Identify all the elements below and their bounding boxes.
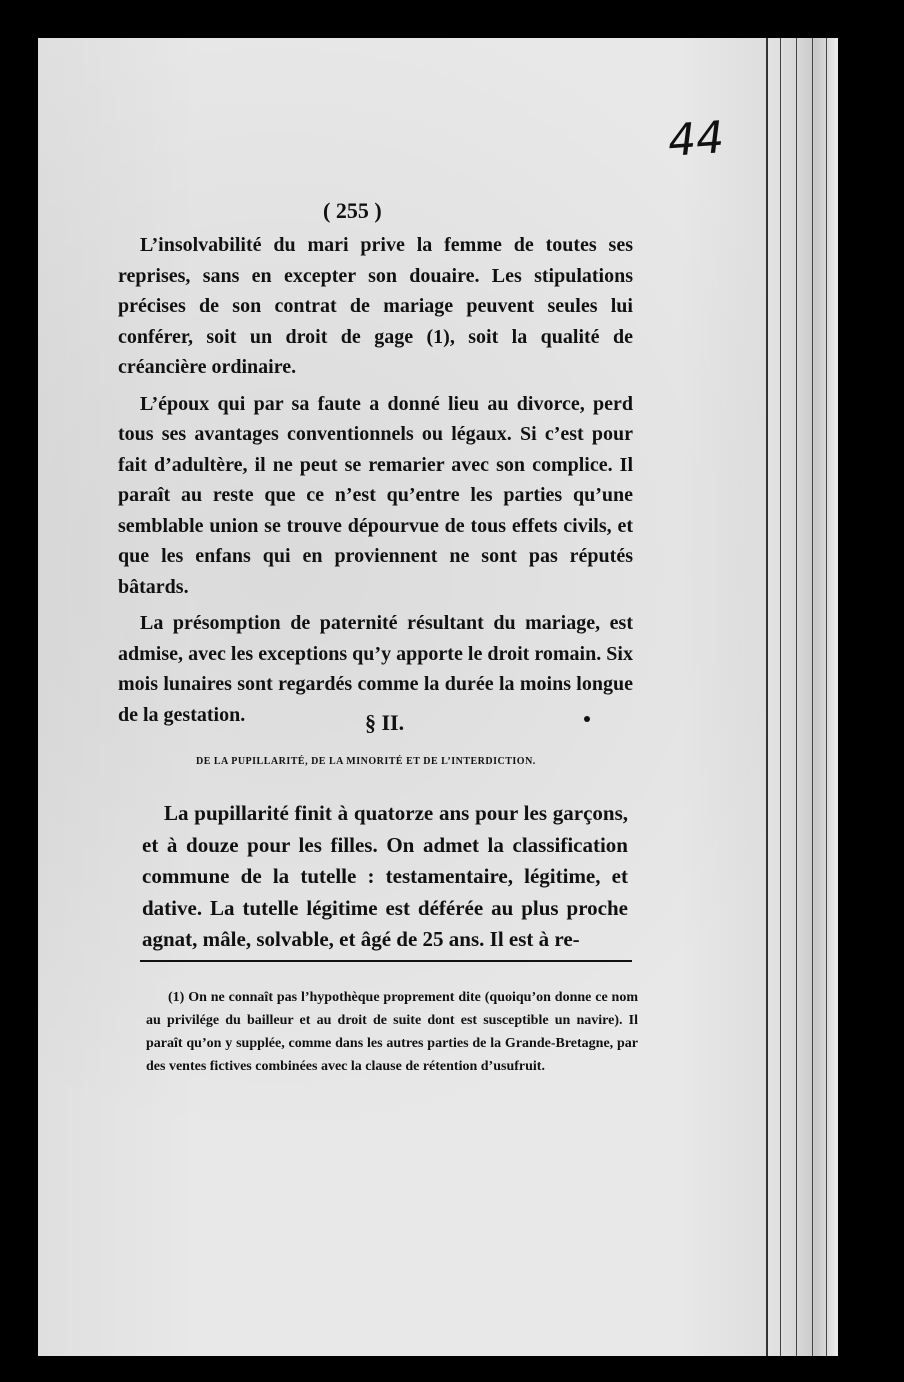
document-page xyxy=(38,38,838,1356)
footnote-text: (1) On ne connaît pas l’hypothèque proprement dite (quoiqu’on donne ce nom au privilége du bailleur et au droit de suite dont est susceptible un navire). Il paraît qu’on y supplée, comme dans les autres parties de la Grande-Bretagne, par des ventes fictives combinées avec la clause de rétention d’usufruit. xyxy=(146,990,638,1074)
section-title: DE LA PUPILLARITÉ, DE LA MINORITÉ ET DE L’INTERDICTION. xyxy=(196,756,536,767)
handwritten-folio-number: 44 xyxy=(666,112,726,167)
page-edge-stack xyxy=(766,38,838,1356)
body-text xyxy=(118,230,633,736)
paragraph: L’époux qui par sa faute a donné lieu au divorce, perd tous ses avantages conventionnels ou légaux. Si c’est pour fait d’adultère, il ne peut se remarier avec son complice. Il paraît au reste que ce n’est qu’entre les parties qu’une semblable union se trouve dépourvue de tous effets civils, et que les enfans qui en proviennent ne sont pas réputés bâtards. xyxy=(118,392,633,598)
page-number: ( 255 ) xyxy=(323,198,382,223)
footnote xyxy=(146,986,638,1078)
paragraph: L’insolvabilité du mari prive la femme de toutes ses reprises, sans en excepter son douaire. Les stipulations précises de son contrat de mariage peuvent seules lui conférer, soit un droit de gage (1), soit la qualité de créancière ordinaire. xyxy=(118,234,633,378)
paragraph: La pupillarité finit à quatorze ans pour les garçons, et à douze pour les filles. On admet la classification commune de la tutelle : testamentaire, légitime, et dative. La tutelle légitime est déférée au plus proche agnat, mâle, solvable, et âgé de 25 ans. Il est à re- xyxy=(142,801,628,951)
section-body xyxy=(142,798,628,956)
section-mark: § II. xyxy=(365,710,405,735)
paragraph: La présomption de paternité résultant du mariage, est admise, avec les exceptions qu’y apporte le droit romain. Six mois lunaires sont regardés comme la durée la moins longue de la gestation. xyxy=(118,612,633,726)
ink-dot xyxy=(584,716,590,722)
footnote-divider xyxy=(140,960,632,962)
